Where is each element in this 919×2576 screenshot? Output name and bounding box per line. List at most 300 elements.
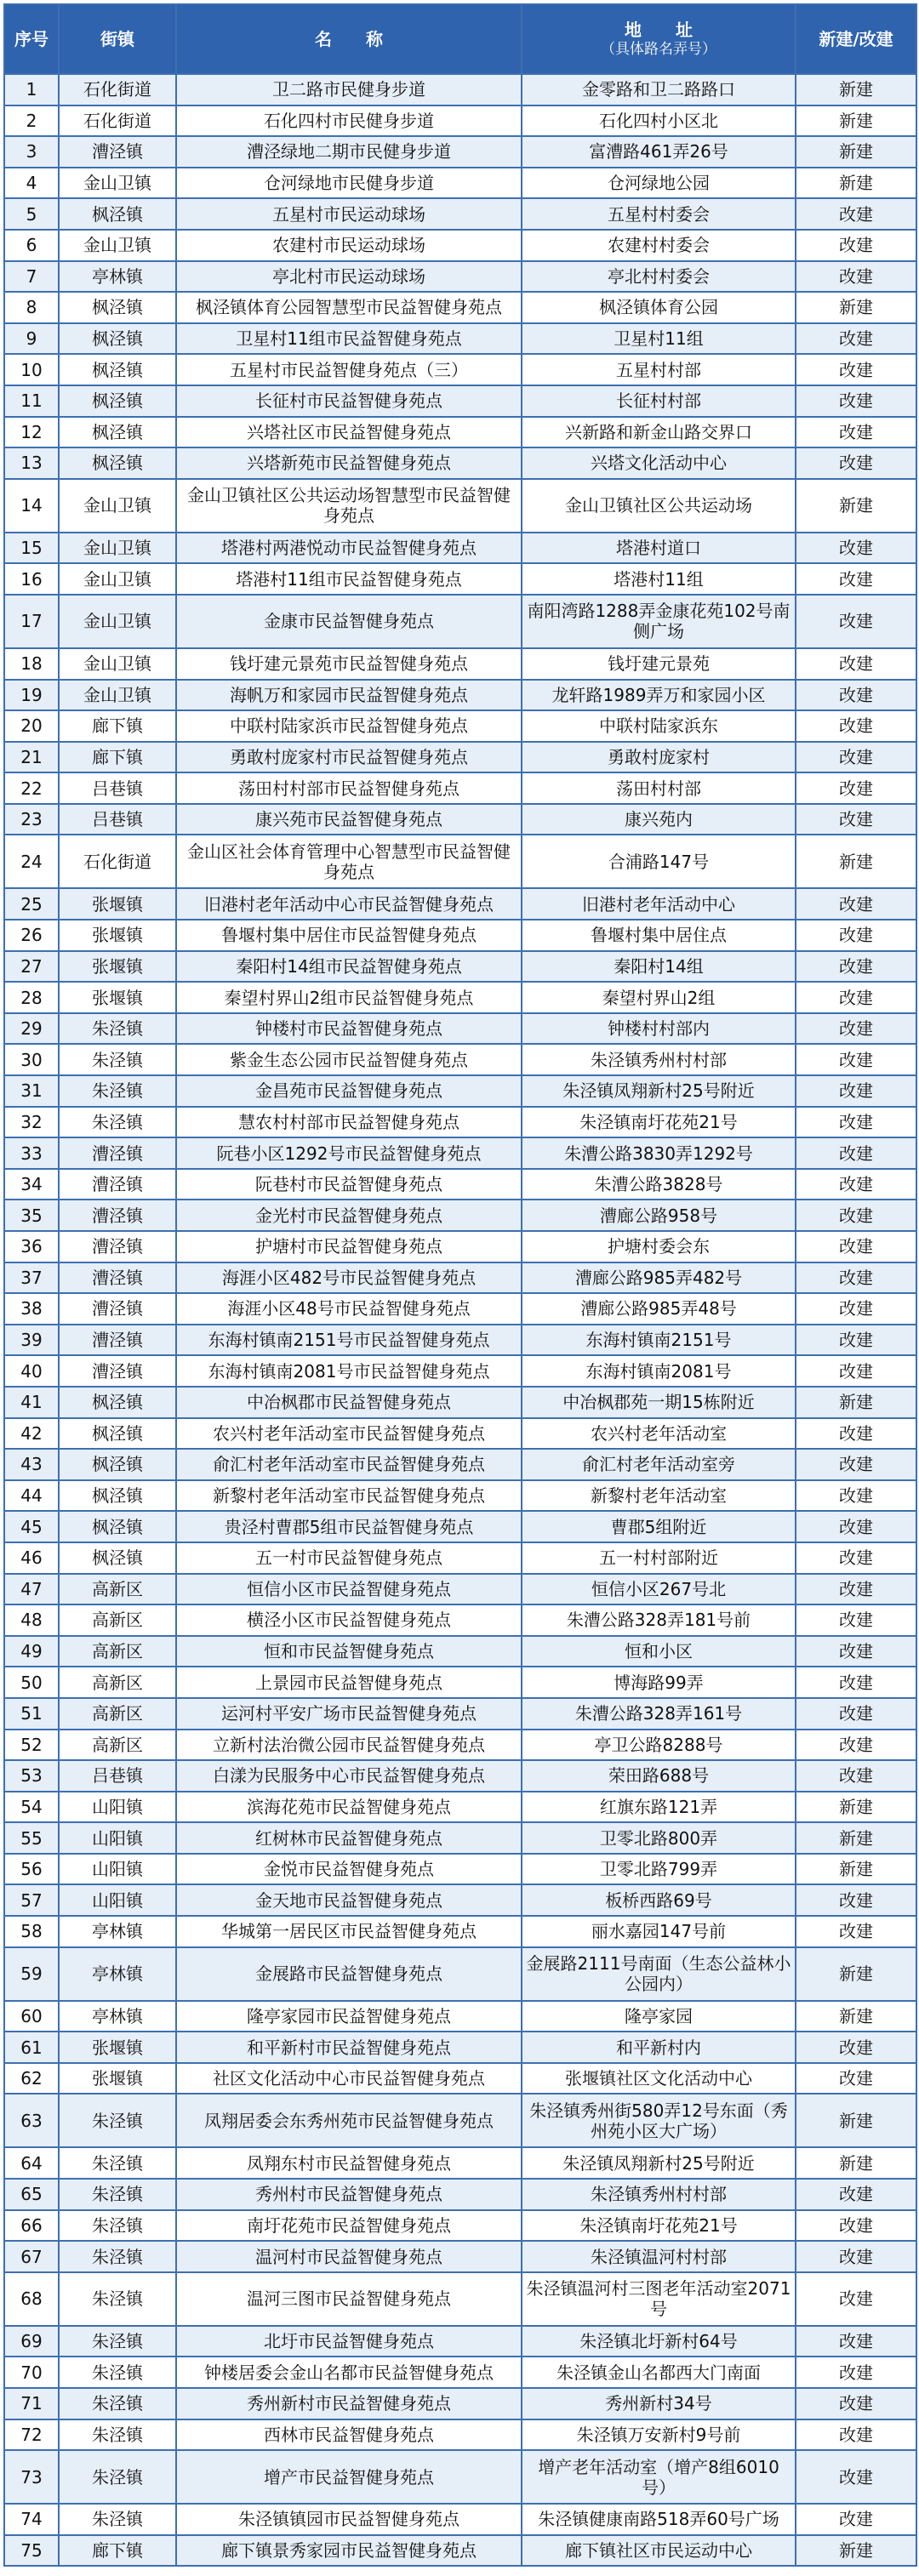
cell-address: 朱泾镇秀州村村部: [522, 1044, 796, 1075]
cell-name: 枫泾镇体育公园智慧型市民益智健身苑点: [176, 292, 522, 323]
cell-town: 朱泾镇: [59, 2210, 176, 2242]
cell-no: 11: [4, 385, 59, 417]
cell-address: 朱泾镇南圩花苑21号: [522, 1107, 796, 1138]
table-row: [4, 292, 916, 323]
cell-address: 秀州新村34号: [522, 2388, 796, 2419]
table-row: [4, 1792, 916, 1823]
cell-type: 改建: [796, 2326, 916, 2357]
cell-name: 增产市民益智健身苑点: [176, 2450, 522, 2504]
table-row: [4, 2326, 916, 2357]
cell-type: 改建: [796, 2032, 916, 2063]
cell-no: 62: [4, 2063, 59, 2094]
cell-town: 廊下镇: [59, 2535, 176, 2567]
cell-type: 改建: [796, 1636, 916, 1667]
cell-type: 改建: [796, 1325, 916, 1356]
cell-address: 钟楼村村部内: [522, 1013, 796, 1045]
header-town: 街镇: [59, 4, 176, 74]
cell-no: 6: [4, 230, 59, 261]
header-address: [522, 4, 796, 74]
table-row: [4, 1169, 916, 1200]
cell-address: 鲁堰村集中居住点: [522, 920, 796, 951]
cell-type: 改建: [796, 385, 916, 417]
cell-no: 70: [4, 2357, 59, 2388]
cell-address: 五星村村委会: [522, 198, 796, 230]
table-row: [4, 136, 916, 168]
cell-name: 塔港村两港悦动市民益智健身苑点: [176, 533, 522, 564]
cell-no: 56: [4, 1854, 59, 1885]
cell-town: 漕泾镇: [59, 1262, 176, 1294]
cell-type: 改建: [796, 1107, 916, 1138]
table-row: [4, 1293, 916, 1325]
cell-address: 增产老年活动室（增产8组6010号）: [522, 2450, 796, 2504]
table-row: [4, 1325, 916, 1356]
cell-name: 海涯小区482号市民益智健身苑点: [176, 1262, 522, 1294]
cell-no: 26: [4, 920, 59, 951]
table-row: [4, 447, 916, 479]
cell-address: 廊下镇社区市民运动中心: [522, 2535, 796, 2567]
cell-name: 海涯小区48号市民益智健身苑点: [176, 1293, 522, 1325]
cell-town: 廊下镇: [59, 742, 176, 773]
cell-type: 改建: [796, 2388, 916, 2419]
table-row: [4, 198, 916, 230]
cell-address: 东海村镇南2081号: [522, 1355, 796, 1387]
cell-type: 改建: [796, 1355, 916, 1387]
table-row: [4, 1760, 916, 1792]
cell-type: 新建: [796, 292, 916, 323]
cell-address: 朱泾镇北圩新村64号: [522, 2326, 796, 2357]
table-row: [4, 2032, 916, 2063]
cell-name: 塔港村11组市民益智健身苑点: [176, 563, 522, 595]
cell-no: 66: [4, 2210, 59, 2242]
cell-town: 朱泾镇: [59, 1075, 176, 1107]
cell-type: 改建: [796, 648, 916, 680]
table-row: [4, 1574, 916, 1605]
cell-type: 新建: [796, 835, 916, 888]
cell-no: 31: [4, 1075, 59, 1107]
cell-name: 兴塔新苑市民益智健身苑点: [176, 447, 522, 479]
cell-town: 朱泾镇: [59, 2147, 176, 2179]
table-row: [4, 888, 916, 920]
table-row: [4, 2094, 916, 2147]
cell-name: 秦望村界山2组市民益智健身苑点: [176, 982, 522, 1013]
cell-type: 改建: [796, 1698, 916, 1730]
cell-type: 改建: [796, 1480, 916, 1512]
cell-no: 59: [4, 1947, 59, 2001]
cell-address: 朱泾镇金山名都西大门南面: [522, 2357, 796, 2388]
table-header: [4, 4, 916, 74]
cell-name: 海帆万和家园市民益智健身苑点: [176, 680, 522, 711]
cell-type: 改建: [796, 2357, 916, 2388]
table-row: [4, 1947, 916, 2001]
cell-type: 改建: [796, 261, 916, 293]
cell-no: 38: [4, 1293, 59, 1325]
cell-type: 改建: [796, 2241, 916, 2272]
cell-name: 滨海花苑市民益智健身苑点: [176, 1792, 522, 1823]
cell-town: 漕泾镇: [59, 1355, 176, 1387]
cell-type: 改建: [796, 1511, 916, 1542]
cell-address: 仓河绿地公园: [522, 168, 796, 199]
cell-name: 长征村市民益智健身苑点: [176, 385, 522, 417]
table-row: [4, 595, 916, 648]
cell-no: 60: [4, 2001, 59, 2032]
cell-no: 20: [4, 710, 59, 742]
table-row: [4, 563, 916, 595]
table-row: [4, 1387, 916, 1418]
table-row: [4, 74, 916, 105]
cell-no: 47: [4, 1574, 59, 1605]
table-row: [4, 1200, 916, 1231]
cell-no: 49: [4, 1636, 59, 1667]
cell-name: 白漾为民服务中心市民益智健身苑点: [176, 1760, 522, 1792]
cell-name: 五星村市民益智健身苑点（三）: [176, 354, 522, 385]
table-row: [4, 2419, 916, 2451]
cell-address: 五一村村部附近: [522, 1542, 796, 1574]
cell-name: 护塘村市民益智健身苑点: [176, 1231, 522, 1262]
table-row: [4, 2272, 916, 2326]
cell-type: 改建: [796, 772, 916, 804]
table-row: [4, 2504, 916, 2535]
cell-type: 改建: [796, 951, 916, 983]
table-row: [4, 168, 916, 199]
cell-type: 新建: [796, 2147, 916, 2179]
cell-town: 漕泾镇: [59, 136, 176, 168]
cell-town: 金山卫镇: [59, 230, 176, 261]
cell-address: 荣田路688号: [522, 1760, 796, 1792]
cell-town: 枫泾镇: [59, 323, 176, 355]
cell-type: 改建: [796, 1604, 916, 1636]
cell-type: 改建: [796, 323, 916, 355]
table-row: [4, 2450, 916, 2504]
cell-name: 隆亭家园市民益智健身苑点: [176, 2001, 522, 2032]
cell-town: 枫泾镇: [59, 1387, 176, 1418]
cell-town: 朱泾镇: [59, 2241, 176, 2272]
cell-no: 10: [4, 354, 59, 385]
cell-type: 改建: [796, 1418, 916, 1450]
cell-no: 28: [4, 982, 59, 1013]
table-row: [4, 982, 916, 1013]
cell-no: 12: [4, 417, 59, 448]
cell-no: 9: [4, 323, 59, 355]
table-row: [4, 1916, 916, 1947]
cell-town: 高新区: [59, 1604, 176, 1636]
cell-town: 金山卫镇: [59, 648, 176, 680]
cell-type: 改建: [796, 804, 916, 835]
cell-town: 朱泾镇: [59, 1044, 176, 1075]
table-row: [4, 742, 916, 773]
cell-no: 14: [4, 479, 59, 533]
table-row: [4, 1044, 916, 1075]
cell-town: 亭林镇: [59, 2001, 176, 2032]
cell-type: 改建: [796, 1449, 916, 1480]
table-row: [4, 772, 916, 804]
cell-address: 勇敢村庞家村: [522, 742, 796, 773]
table-row: [4, 1822, 916, 1854]
cell-no: 24: [4, 835, 59, 888]
cell-address: 朱泾镇万安新村9号前: [522, 2419, 796, 2451]
cell-town: 张堰镇: [59, 2063, 176, 2094]
cell-type: 改建: [796, 1137, 916, 1169]
cell-no: 72: [4, 2419, 59, 2451]
cell-type: 改建: [796, 1760, 916, 1792]
cell-name: 温河村市民益智健身苑点: [176, 2241, 522, 2272]
table-row: [4, 417, 916, 448]
cell-address: 长征村村部: [522, 385, 796, 417]
cell-type: 改建: [796, 2063, 916, 2094]
cell-address: 荡田村村部: [522, 772, 796, 804]
cell-name: 东海村镇南2081号市民益智健身苑点: [176, 1355, 522, 1387]
table-row: [4, 1355, 916, 1387]
cell-no: 75: [4, 2535, 59, 2567]
cell-name: 卫二路市民健身步道: [176, 74, 522, 105]
cell-no: 40: [4, 1355, 59, 1387]
cell-name: 阮巷小区1292号市民益智健身苑点: [176, 1137, 522, 1169]
cell-no: 1: [4, 74, 59, 105]
cell-type: 改建: [796, 198, 916, 230]
cell-no: 74: [4, 2504, 59, 2535]
cell-name: 金昌苑市民益智健身苑点: [176, 1075, 522, 1107]
cell-type: 改建: [796, 982, 916, 1013]
cell-name: 廊下镇景秀家园市民益智健身苑点: [176, 2535, 522, 2567]
cell-address: 旧港村老年活动中心: [522, 888, 796, 920]
cell-no: 64: [4, 2147, 59, 2179]
table-row: [4, 680, 916, 711]
cell-no: 58: [4, 1916, 59, 1947]
cell-no: 18: [4, 648, 59, 680]
cell-name: 贵泾村曹郡5组市民益智健身苑点: [176, 1511, 522, 1542]
cell-address: 中联村陆家浜东: [522, 710, 796, 742]
cell-name: 金山区社会体育管理中心智慧型市民益智健身苑点: [176, 835, 522, 888]
cell-town: 漕泾镇: [59, 1231, 176, 1262]
cell-name: 石化四村市民健身步道: [176, 105, 522, 137]
cell-town: 高新区: [59, 1730, 176, 1761]
cell-address: 漕廊公路985弄482号: [522, 1262, 796, 1294]
cell-no: 2: [4, 105, 59, 137]
cell-name: 上景园市民益智健身苑点: [176, 1667, 522, 1698]
cell-name: 漕泾绿地二期市民健身步道: [176, 136, 522, 168]
cell-no: 48: [4, 1604, 59, 1636]
cell-town: 漕泾镇: [59, 1137, 176, 1169]
cell-address: 漕廊公路985弄48号: [522, 1293, 796, 1325]
cell-type: 改建: [796, 230, 916, 261]
cell-town: 金山卫镇: [59, 680, 176, 711]
table-row: [4, 1418, 916, 1450]
cell-no: 41: [4, 1387, 59, 1418]
cell-address: 金展路2111号南面（生态公益林小公园内）: [522, 1947, 796, 2001]
cell-no: 37: [4, 1262, 59, 1294]
cell-no: 71: [4, 2388, 59, 2419]
cell-no: 54: [4, 1792, 59, 1823]
table-row: [4, 230, 916, 261]
cell-address: 朱泾镇南圩花苑21号: [522, 2210, 796, 2242]
cell-type: 新建: [796, 479, 916, 533]
cell-type: 新建: [796, 1792, 916, 1823]
cell-address: 朱泾镇凤翔新村25号附近: [522, 2147, 796, 2179]
cell-no: 63: [4, 2094, 59, 2147]
cell-address: 钱圩建元景苑: [522, 648, 796, 680]
cell-address: 朱泾镇健康南路518弄60号广场: [522, 2504, 796, 2535]
cell-no: 29: [4, 1013, 59, 1045]
cell-no: 33: [4, 1137, 59, 1169]
cell-type: 新建: [796, 2535, 916, 2567]
cell-type: 新建: [796, 1947, 916, 2001]
cell-type: 改建: [796, 1231, 916, 1262]
cell-no: 53: [4, 1760, 59, 1792]
table-row: [4, 2179, 916, 2210]
cell-type: 改建: [796, 1075, 916, 1107]
cell-town: 高新区: [59, 1698, 176, 1730]
cell-type: 改建: [796, 1044, 916, 1075]
cell-address: 朱漕公路3828号: [522, 1169, 796, 1200]
cell-address: 五星村村部: [522, 354, 796, 385]
cell-name: 秦阳村14组市民益智健身苑点: [176, 951, 522, 983]
table-row: [4, 1107, 916, 1138]
cell-address: 曹郡5组附近: [522, 1511, 796, 1542]
table-row: [4, 1013, 916, 1045]
header-name: 名 称: [176, 4, 522, 74]
table-row: [4, 2063, 916, 2094]
header-type: 新建/改建: [796, 4, 916, 74]
cell-town: 石化街道: [59, 105, 176, 137]
cell-address: 亭北村村委会: [522, 261, 796, 293]
cell-town: 朱泾镇: [59, 2388, 176, 2419]
cell-type: 改建: [796, 1916, 916, 1947]
cell-no: 30: [4, 1044, 59, 1075]
table-row: [4, 648, 916, 680]
cell-town: 朱泾镇: [59, 1013, 176, 1045]
table-row: [4, 1604, 916, 1636]
cell-address: 朱漕公路328弄161号: [522, 1698, 796, 1730]
cell-town: 枫泾镇: [59, 292, 176, 323]
cell-town: 枫泾镇: [59, 385, 176, 417]
cell-town: 朱泾镇: [59, 2419, 176, 2451]
cell-address: 朱漕公路328弄181号前: [522, 1604, 796, 1636]
cell-address: 俞汇村老年活动室旁: [522, 1449, 796, 1480]
cell-address: 农建村村委会: [522, 230, 796, 261]
cell-type: 改建: [796, 2419, 916, 2451]
header-address-label: 地 址: [625, 20, 693, 40]
cell-type: 改建: [796, 1200, 916, 1231]
table-row: [4, 1231, 916, 1262]
cell-name: 仓河绿地市民健身步道: [176, 168, 522, 199]
cell-address: 农兴村老年活动室: [522, 1418, 796, 1450]
cell-type: 改建: [796, 1730, 916, 1761]
cell-no: 73: [4, 2450, 59, 2504]
cell-no: 57: [4, 1884, 59, 1916]
cell-town: 张堰镇: [59, 888, 176, 920]
cell-name: 南圩花苑市民益智健身苑点: [176, 2210, 522, 2242]
table-row: [4, 804, 916, 835]
cell-town: 山阳镇: [59, 1822, 176, 1854]
cell-address: 塔港村11组: [522, 563, 796, 595]
cell-town: 漕泾镇: [59, 1293, 176, 1325]
cell-type: 改建: [796, 1293, 916, 1325]
cell-type: 新建: [796, 136, 916, 168]
cell-town: 亭林镇: [59, 1916, 176, 1947]
cell-type: 改建: [796, 742, 916, 773]
cell-name: 荡田村村部市民益智健身苑点: [176, 772, 522, 804]
cell-address: 卫零北路800弄: [522, 1822, 796, 1854]
cell-type: 改建: [796, 447, 916, 479]
cell-no: 43: [4, 1449, 59, 1480]
cell-no: 16: [4, 563, 59, 595]
cell-town: 漕泾镇: [59, 1325, 176, 1356]
cell-address: 漕廊公路958号: [522, 1200, 796, 1231]
cell-name: 秀州新村市民益智健身苑点: [176, 2388, 522, 2419]
cell-no: 34: [4, 1169, 59, 1200]
cell-name: 温河三图市民益智健身苑点: [176, 2272, 522, 2326]
cell-type: 改建: [796, 1884, 916, 1916]
cell-address: 朱泾镇秀州村村部: [522, 2179, 796, 2210]
cell-no: 23: [4, 804, 59, 835]
table-row: [4, 2147, 916, 2179]
cell-town: 枫泾镇: [59, 417, 176, 448]
cell-town: 朱泾镇: [59, 2272, 176, 2326]
cell-town: 朱泾镇: [59, 2326, 176, 2357]
cell-type: 改建: [796, 1542, 916, 1574]
cell-type: 改建: [796, 563, 916, 595]
cell-name: 康兴苑市民益智健身苑点: [176, 804, 522, 835]
cell-address: 板桥西路69号: [522, 1884, 796, 1916]
table-row: [4, 1075, 916, 1107]
cell-no: 4: [4, 168, 59, 199]
cell-town: 枫泾镇: [59, 447, 176, 479]
cell-name: 卫星村11组市民益智健身苑点: [176, 323, 522, 355]
table-row: [4, 323, 916, 355]
cell-town: 金山卫镇: [59, 533, 176, 564]
table-row: [4, 533, 916, 564]
table-row: [4, 835, 916, 888]
cell-address: 富漕路461弄26号: [522, 136, 796, 168]
cell-address: 东海村镇南2151号: [522, 1325, 796, 1356]
cell-name: 社区文化活动中心市民益智健身苑点: [176, 2063, 522, 2094]
fitness-facility-table-wrapper: [3, 3, 916, 2567]
cell-town: 张堰镇: [59, 951, 176, 983]
cell-town: 张堰镇: [59, 920, 176, 951]
cell-address: 朱泾镇凤翔新村25号附近: [522, 1075, 796, 1107]
fitness-facility-table: [3, 3, 917, 2567]
cell-name: 凤翔居委会东秀州苑市民益智健身苑点: [176, 2094, 522, 2147]
cell-no: 39: [4, 1325, 59, 1356]
cell-address: 新黎村老年活动室: [522, 1480, 796, 1512]
cell-address: 张堰镇社区文化活动中心: [522, 2063, 796, 2094]
cell-address: 塔港村道口: [522, 533, 796, 564]
cell-type: 改建: [796, 1262, 916, 1294]
table-row: [4, 1480, 916, 1512]
cell-type: 新建: [796, 74, 916, 105]
cell-no: 42: [4, 1418, 59, 1450]
cell-name: 华城第一居民区市民益智健身苑点: [176, 1916, 522, 1947]
table-row: [4, 1854, 916, 1885]
cell-type: 改建: [796, 2179, 916, 2210]
cell-name: 金天地市民益智健身苑点: [176, 1884, 522, 1916]
table-row: [4, 2241, 916, 2272]
cell-town: 金山卫镇: [59, 479, 176, 533]
cell-town: 朱泾镇: [59, 2094, 176, 2147]
table-row: [4, 1137, 916, 1169]
cell-address: 合浦路147号: [522, 835, 796, 888]
cell-name: 恒信小区市民益智健身苑点: [176, 1574, 522, 1605]
cell-type: 新建: [796, 1387, 916, 1418]
cell-name: 俞汇村老年活动室市民益智健身苑点: [176, 1449, 522, 1480]
cell-no: 51: [4, 1698, 59, 1730]
cell-no: 15: [4, 533, 59, 564]
cell-type: 改建: [796, 354, 916, 385]
cell-address: 和平新村内: [522, 2032, 796, 2063]
cell-address: 博海路99弄: [522, 1667, 796, 1698]
cell-name: 和平新村市民益智健身苑点: [176, 2032, 522, 2063]
cell-name: 鲁堰村集中居住市民益智健身苑点: [176, 920, 522, 951]
cell-town: 枫泾镇: [59, 1418, 176, 1450]
